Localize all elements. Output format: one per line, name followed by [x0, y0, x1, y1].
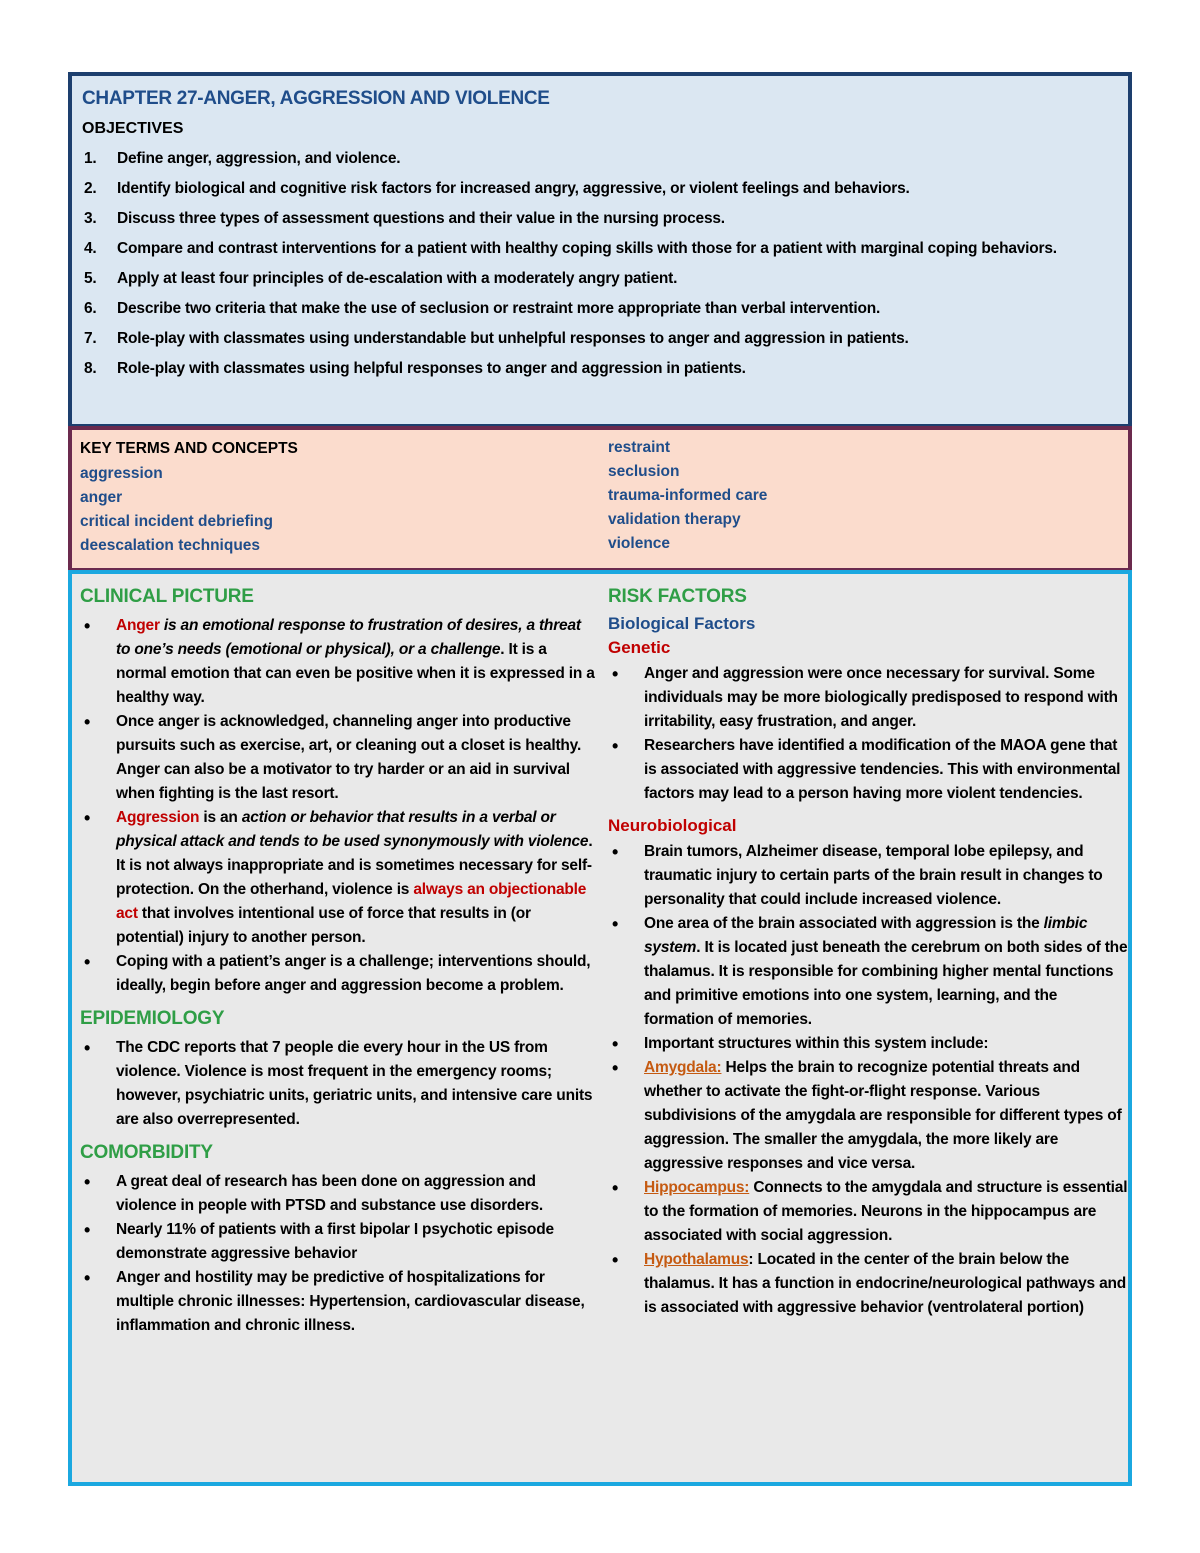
right-column	[608, 586, 1128, 1330]
clinical-picture-heading: CLINICAL PICTURE	[80, 586, 254, 607]
list-item: • Amygdala: Helps the brain to recognize potential threats and whether to activate the fight-or-flight response. Various subdivisions of the amygdala are responsible for different types of aggression. The smaller the amygdala, the more likely are aggressive responses and vice versa.	[608, 1056, 1128, 1176]
list-item: • Hypothalamus: Located in the center of the brain below the thalamus. It has a function in endocrine/neurological pathways and is associated with aggressive behavior (ventrolateral portion)	[608, 1248, 1128, 1320]
key-term: deescalation techniques	[80, 537, 261, 554]
list-item: • Aggression is an action or behavior that results in a verbal or physical attack and tends to be used synonymously with violence. It is not always inappropriate and is sometimes necessary for self-protection. On the otherhand, violence is always an objectionable act that involves intentional use of force that results in (or potential) injury to another person.	[80, 806, 598, 950]
key-terms-section	[68, 426, 1132, 572]
objective-item: 6. Describe two criteria that make the use of seclusion or restraint more appropriate than verbal intervention.	[84, 300, 881, 317]
key-term: violence	[608, 535, 671, 552]
objective-item: 2. Identify biological and cognitive risk factors for increased angry, aggressive, or violent feelings and behaviors.	[84, 180, 910, 197]
list-item: • Important structures within this system include:	[608, 1032, 1128, 1056]
key-term: trauma-informed care	[608, 487, 768, 504]
objective-item: 7. Role-play with classmates using understandable but unhelpful responses to anger and aggression in patients.	[84, 330, 909, 347]
key-terms-left-column	[80, 440, 580, 558]
list-item: • Anger and hostility may be predictive of hospitalizations for multiple chronic illnesses: Hypertension, cardiovascular disease, inflammation and chronic illness.	[80, 1266, 598, 1338]
genetic-heading: Genetic	[608, 638, 671, 657]
key-term: validation therapy	[608, 511, 741, 528]
left-column	[80, 586, 598, 1348]
list-item: • Nearly 11% of patients with a first bipolar I psychotic episode demonstrate aggressive behavior	[80, 1218, 598, 1266]
key-term: anger	[80, 489, 123, 506]
key-term: aggression	[80, 465, 163, 482]
key-term: critical incident debriefing	[80, 513, 273, 530]
genetic-list	[608, 662, 1128, 806]
clinical-picture-list	[80, 614, 598, 998]
objective-item: 5. Apply at least four principles of de-escalation with a moderately angry patient.	[84, 270, 678, 287]
list-item: • The CDC reports that 7 people die every hour in the US from violence. Violence is most frequent in the emergency rooms; however, psychiatric units, geriatric units, and intensive care units are also overrepresented.	[80, 1036, 598, 1132]
epidemiology-list	[80, 1036, 598, 1132]
comorbidity-list	[80, 1170, 598, 1338]
list-item: • Hippocampus: Connects to the amygdala and structure is essential to the formation of memories. Neurons in the hippocampus are associated with social aggression.	[608, 1176, 1128, 1248]
biological-factors-heading: Biological Factors	[608, 614, 756, 633]
list-item: • Researchers have identified a modification of the MAOA gene that is associated with aggressive tendencies. This with environmental factors may lead to a person having more violent tendencies.	[608, 734, 1128, 806]
neurobiological-heading: Neurobiological	[608, 816, 737, 835]
list-item: • Once anger is acknowledged, channeling anger into productive pursuits such as exercise, art, or cleaning out a closet is healthy. Anger can also be a motivator to try harder or an aid in survival when fighting is the last resort.	[80, 710, 598, 806]
key-terms-heading: KEY TERMS AND CONCEPTS	[80, 440, 298, 457]
list-item: • Coping with a patient’s anger is a challenge; interventions should, ideally, begin before anger and aggression become a problem.	[80, 950, 598, 998]
comorbidity-heading: COMORBIDITY	[80, 1142, 213, 1163]
chapter-title: CHAPTER 27-ANGER, AGGRESSION AND VIOLENCE	[82, 88, 550, 109]
content-section	[68, 570, 1132, 1486]
objective-item: 8. Role-play with classmates using helpful responses to anger and aggression in patients.	[84, 360, 746, 377]
objective-item: 1. Define anger, aggression, and violence.	[84, 150, 401, 167]
objective-item: 4. Compare and contrast interventions for a patient with healthy coping skills with those for a patient with marginal coping behaviors.	[84, 240, 1057, 257]
epidemiology-heading: EPIDEMIOLOGY	[80, 1008, 225, 1029]
list-item: • One area of the brain associated with aggression is the limbic system. It is located just beneath the cerebrum on both sides of the thalamus. It is responsible for combining higher mental functions and primitive emotions into one system, learning, and the formation of memories.	[608, 912, 1128, 1032]
list-item: • Anger is an emotional response to frustration of desires, a threat to one’s needs (emotional or physical), or a challenge. It is a normal emotion that can even be positive when it is expressed in a healthy way.	[80, 614, 598, 710]
objective-item: 3. Discuss three types of assessment questions and their value in the nursing process.	[84, 210, 725, 227]
list-item: • Anger and aggression were once necessary for survival. Some individuals may be more biologically predisposed to respond with irritability, easy frustration, and anger.	[608, 662, 1128, 734]
list-item: • Brain tumors, Alzheimer disease, temporal lobe epilepsy, and traumatic injury to certain parts of the brain result in changes to personality that could include increased violence.	[608, 840, 1128, 912]
objectives-section	[68, 72, 1132, 428]
neurobiological-list	[608, 840, 1128, 1320]
key-terms-right-column	[608, 436, 1108, 556]
risk-factors-heading: RISK FACTORS	[608, 586, 747, 607]
key-term: seclusion	[608, 463, 680, 480]
objectives-list	[82, 144, 1118, 384]
list-item: • A great deal of research has been done on aggression and violence in people with PTSD and substance use disorders.	[80, 1170, 598, 1218]
objectives-heading: OBJECTIVES	[82, 120, 184, 137]
key-term: restraint	[608, 439, 671, 456]
